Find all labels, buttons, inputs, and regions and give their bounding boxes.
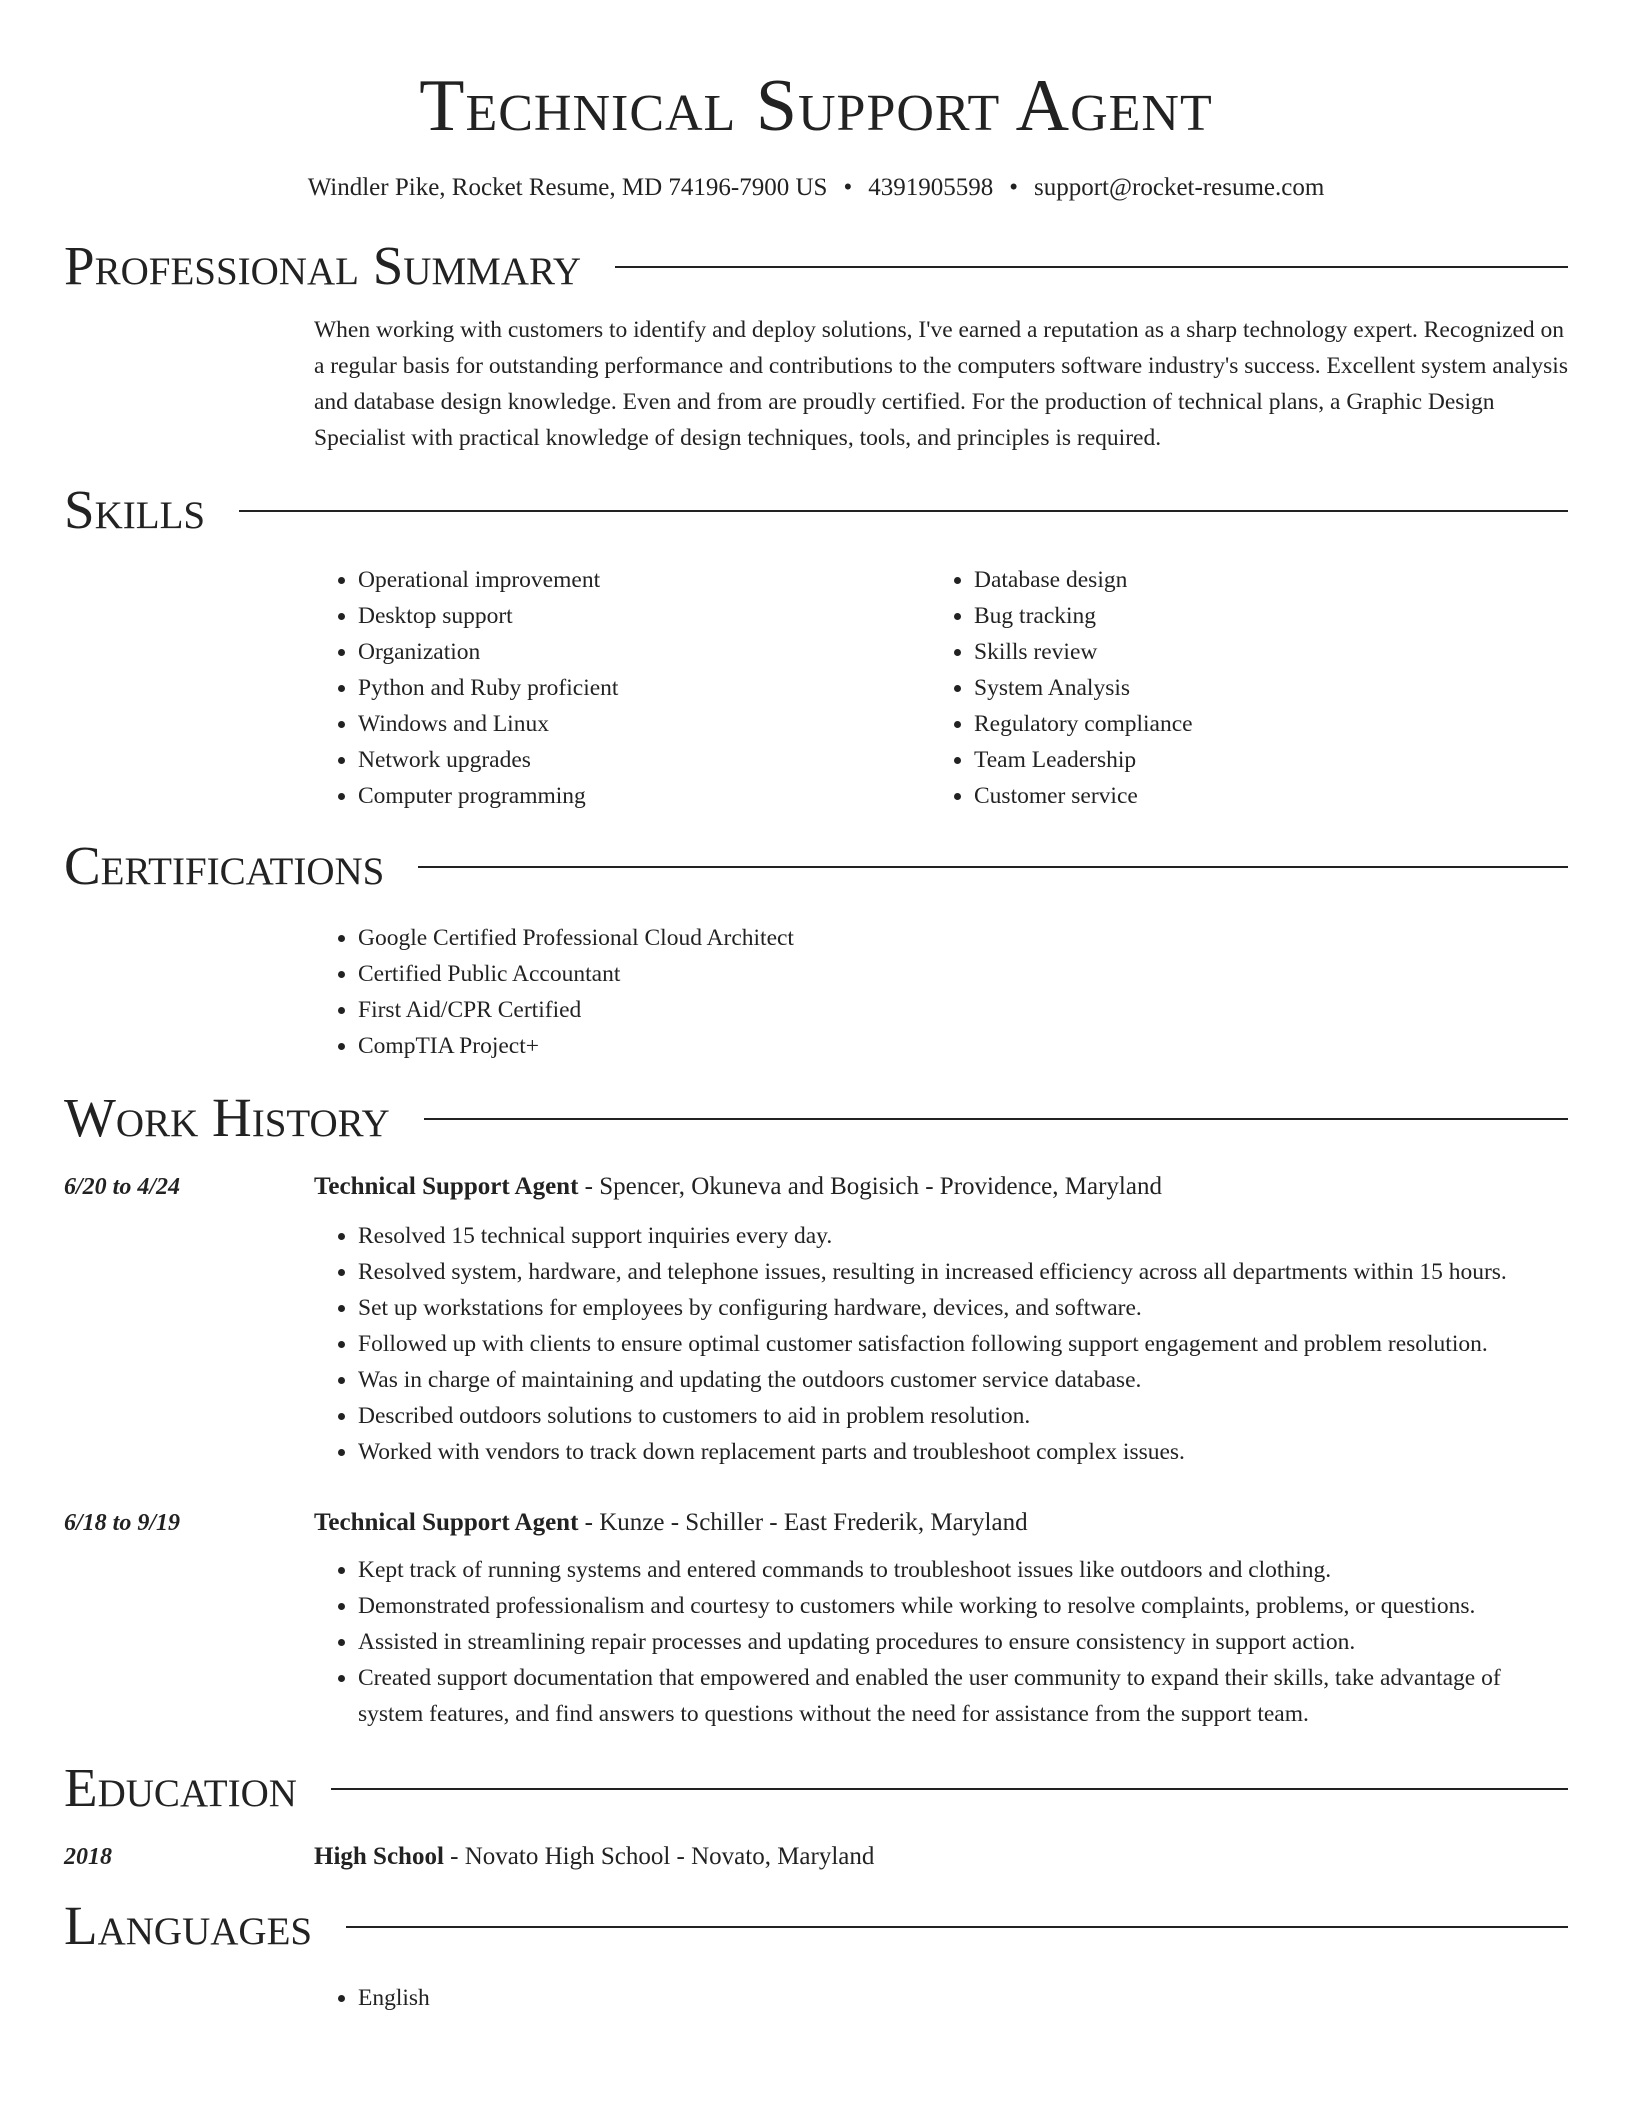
work-section-header (64, 1086, 1568, 1150)
summary-text: When working with customers to identify and deploy solutions, I've earned a reputation as a sharp technology expert. Recognized on a regular basis for outstanding performance and contributions to the computers software industry's success. Excellent system analysis and database design knowledge. Even and from are proudly certified. For the production of technical plans, a Graphic Design Specialist with practical knowledge of design techniques, tools, and principles is required. (314, 317, 1568, 451)
skill-item: • Windows and Linux (358, 706, 930, 742)
languages-heading: Languages (64, 1895, 313, 1956)
education-section-header (64, 1756, 1568, 1820)
job-bullet: • Followed up with clients to ensure optimal customer satisfaction following support engagement and problem resolution. (358, 1326, 1568, 1362)
education-year: 2018 (64, 1844, 112, 1870)
contact-separator: • (843, 174, 853, 201)
certifications-heading: Certifications (64, 835, 385, 896)
certifications-block (314, 920, 1568, 1064)
education-entry (64, 1840, 1568, 1874)
skill-item: • System Analysis (974, 670, 1546, 706)
work-heading: Work History (64, 1087, 390, 1148)
contact-address: Windler Pike, Rocket Resume, MD 74196-7900 US (307, 174, 828, 201)
job-bullet: • Worked with vendors to track down replacement parts and troubleshoot complex issues. (358, 1434, 1568, 1470)
job-title-line (314, 1170, 1162, 1204)
section-divider (239, 510, 1568, 512)
job-employer: - Spencer, Okuneva and Bogisich - Providence, Maryland (578, 1173, 1162, 1200)
job-dates: 6/18 to 9/19 (64, 1510, 181, 1536)
job-title: Technical Support Agent (314, 1509, 579, 1536)
job-dates: 6/20 to 4/24 (64, 1174, 181, 1200)
job-bullet: • Set up workstations for employees by configuring hardware, devices, and software. (358, 1290, 1568, 1326)
certifications-section-header (64, 834, 1568, 898)
job-bullet: • Demonstrated professionalism and courtesy to customers while working to resolve complaints, problems, or questions. (358, 1588, 1568, 1624)
resume-title: Technical Support Agent (419, 65, 1213, 147)
languages-section-header (64, 1894, 1568, 1958)
job-bullet: • Resolved system, hardware, and telephone issues, resulting in increased efficiency across all departments within 15 hours. (358, 1254, 1568, 1290)
skills-list-right (930, 562, 1546, 814)
job-responsibilities (314, 1552, 1568, 1732)
job-bullet: • Resolved 15 technical support inquiries every day. (358, 1218, 1568, 1254)
education-line (314, 1840, 874, 1874)
job-entry (64, 1506, 1568, 1732)
skill-item: • Python and Ruby proficient (358, 670, 930, 706)
summary-section-header (64, 234, 1568, 298)
skill-item: • Team Leadership (974, 742, 1546, 778)
job-bullet-list (314, 1552, 1568, 1732)
skills-grid (314, 562, 1568, 814)
certifications-list (314, 920, 1568, 1064)
job-entry (64, 1170, 1568, 1470)
skill-item: • Skills review (974, 634, 1546, 670)
skills-column-left (314, 562, 930, 814)
skills-column-right (930, 562, 1546, 814)
skill-item: • Database design (974, 562, 1546, 598)
job-bullet: • Assisted in streamlining repair processes and updating procedures to ensure consistency in support action. (358, 1624, 1568, 1660)
certification-item: • Google Certified Professional Cloud Architect (358, 920, 1568, 956)
skill-item: • Operational improvement (358, 562, 930, 598)
skill-item: • Desktop support (358, 598, 930, 634)
education-degree: High School (314, 1843, 444, 1870)
job-header (64, 1506, 1568, 1540)
job-bullet: • Described outdoors solutions to customers to aid in problem resolution. (358, 1398, 1568, 1434)
skill-item: • Customer service (974, 778, 1546, 814)
languages-block (314, 1980, 1568, 2016)
skill-item: • Organization (358, 634, 930, 670)
job-bullet: • Kept track of running systems and entered commands to troubleshoot issues like outdoors and clothing. (358, 1552, 1568, 1588)
education-school: - Novato High School - Novato, Maryland (443, 1843, 875, 1870)
skill-item: • Bug tracking (974, 598, 1546, 634)
skills-list-left (314, 562, 930, 814)
skills-section-header (64, 478, 1568, 542)
education-heading: Education (64, 1757, 297, 1818)
job-employer: - Kunze - Schiller - East Frederik, Maryland (578, 1509, 1028, 1536)
skills-heading: Skills (64, 479, 206, 540)
contact-phone: 4391905598 (868, 174, 994, 201)
languages-list (314, 1980, 1568, 2016)
skill-item: • Computer programming (358, 778, 930, 814)
job-bullet: • Created support documentation that empowered and enabled the user community to expand their skills, take advantage of system features, and find answers to questions without the need for assistance from the support team. (358, 1660, 1568, 1732)
job-bullet: • Was in charge of maintaining and updating the outdoors customer service database. (358, 1362, 1568, 1398)
contact-separator: • (1009, 174, 1018, 201)
section-divider (418, 866, 1568, 868)
certification-item: • First Aid/CPR Certified (358, 992, 1568, 1028)
job-title-line (314, 1506, 1028, 1540)
certification-item: • Certified Public Accountant (358, 956, 1568, 992)
contact-line (64, 172, 1568, 204)
summary-heading: Professional Summary (64, 235, 582, 296)
section-divider (331, 1788, 1568, 1790)
job-title: Technical Support Agent (314, 1173, 579, 1200)
language-item: • English (358, 1980, 1568, 2016)
job-responsibilities (314, 1218, 1568, 1470)
section-divider (346, 1926, 1568, 1928)
section-divider (615, 266, 1568, 268)
skill-item: • Network upgrades (358, 742, 930, 778)
skill-item: • Regulatory compliance (974, 706, 1546, 742)
section-divider (424, 1118, 1568, 1120)
job-header (64, 1170, 1568, 1204)
job-bullet-list (314, 1218, 1568, 1470)
certification-item: • CompTIA Project+ (358, 1028, 1568, 1064)
contact-email: support@rocket-resume.com (1034, 174, 1325, 201)
